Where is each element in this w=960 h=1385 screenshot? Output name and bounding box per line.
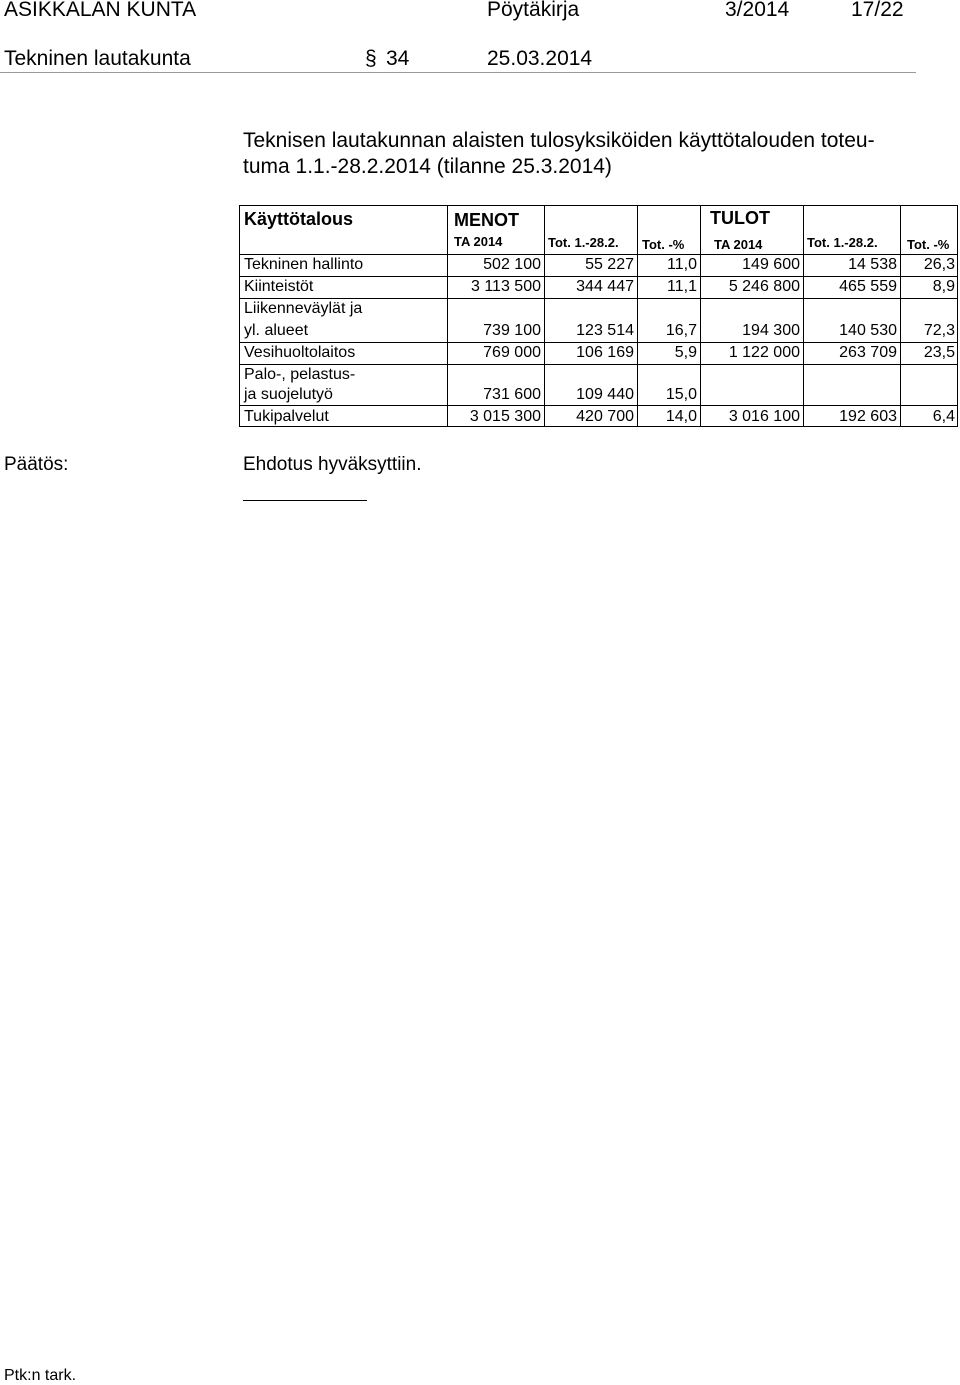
table-cell: 769 000 <box>483 344 541 361</box>
table-cell: 465 559 <box>839 278 897 295</box>
row-label: Liikenneväylät ja <box>244 300 363 317</box>
table-cell: 5,9 <box>674 344 697 361</box>
table-cell: 16,7 <box>665 322 697 339</box>
grid-line <box>240 276 957 277</box>
table-cell: 109 440 <box>576 386 634 403</box>
title-line-1: Teknisen lautakunnan alaisten tulosyksiköiden käyttötalouden toteu- <box>243 129 875 152</box>
row-label: Kiinteistöt <box>244 278 314 295</box>
table-cell: 14,0 <box>665 408 697 425</box>
table-corner-label: Käyttötalous <box>244 209 354 229</box>
table-cell: 344 447 <box>576 278 634 295</box>
table-cell: 263 709 <box>839 344 897 361</box>
table-cell: 3 016 100 <box>728 408 800 425</box>
column-header: Tot. 1.-28.2. <box>548 235 619 250</box>
meeting-date: 25.03.2014 <box>487 47 593 70</box>
row-label: ja suojelutyö <box>244 386 333 403</box>
column-header: TA 2014 <box>714 237 763 252</box>
table-cell: 3 015 300 <box>469 408 541 425</box>
row-label: Tukipalvelut <box>244 408 329 425</box>
column-header: Tot. 1.-28.2. <box>807 235 878 250</box>
table-cell: 192 603 <box>839 408 897 425</box>
grid-line <box>240 254 957 255</box>
table-cell: 1 122 000 <box>728 344 800 361</box>
table-cell: 739 100 <box>483 322 541 339</box>
column-header: Tot. -% <box>642 237 685 252</box>
decision-text: Ehdotus hyväksyttiin. <box>243 454 422 475</box>
table-cell: 5 246 800 <box>728 278 800 295</box>
section-symbol: § <box>365 47 377 70</box>
table-cell: 420 700 <box>576 408 634 425</box>
revenues-group-header: TULOT <box>710 208 770 228</box>
table-cell: 123 514 <box>576 322 634 339</box>
row-label: Palo-, pelastus- <box>244 366 356 383</box>
header-divider <box>0 72 916 73</box>
organization-name: ASIKKALAN KUNTA <box>4 0 197 21</box>
table-cell: 194 300 <box>742 322 800 339</box>
row-label: Tekninen hallinto <box>244 256 364 273</box>
column-header: Tot. -% <box>907 237 950 252</box>
table-cell: 11,1 <box>667 278 697 295</box>
table-cell: 14 538 <box>848 256 897 273</box>
document-type: Pöytäkirja <box>487 0 580 21</box>
table-cell: 149 600 <box>742 256 800 273</box>
title-line-2: tuma 1.1.-28.2.2014 (tilanne 25.3.2014) <box>243 155 612 178</box>
grid-line <box>803 206 804 426</box>
expenses-group-header: MENOT <box>454 210 519 230</box>
grid-line <box>637 206 638 426</box>
grid-line <box>447 206 448 426</box>
table-cell: 55 227 <box>585 256 634 273</box>
row-label: yl. alueet <box>244 322 309 339</box>
table-cell: 106 169 <box>576 344 634 361</box>
grid-line <box>700 206 701 426</box>
table-cell: 23,5 <box>923 344 955 361</box>
grid-line <box>900 206 901 426</box>
row-label: Vesihuoltolaitos <box>244 344 356 361</box>
table-cell: 3 113 500 <box>471 278 541 295</box>
grid-line <box>544 206 545 426</box>
grid-line <box>240 364 957 365</box>
grid-line <box>240 405 957 406</box>
table-cell: 502 100 <box>483 256 541 273</box>
grid-line <box>240 342 957 343</box>
table-cell: 26,3 <box>923 256 955 273</box>
table-cell: 731 600 <box>483 386 541 403</box>
committee-name: Tekninen lautakunta <box>4 47 191 70</box>
table-cell: 72,3 <box>923 322 955 339</box>
signature-line <box>243 500 367 501</box>
grid-line <box>240 298 957 299</box>
table-cell: 6,4 <box>932 408 955 425</box>
decision-label: Päätös: <box>4 454 69 475</box>
page-number: 17/22 <box>851 0 904 21</box>
table-cell: 11,0 <box>667 256 697 273</box>
document-title <box>243 128 875 180</box>
section-number: 34 <box>386 47 410 70</box>
table-cell: 15,0 <box>665 386 697 403</box>
issue-number: 3/2014 <box>725 0 790 21</box>
minutes-checker-note: Ptk:n tark. <box>4 1367 77 1384</box>
table-cell: 140 530 <box>839 322 897 339</box>
column-header: TA 2014 <box>454 234 503 249</box>
table-cell: 8,9 <box>932 278 955 295</box>
budget-table <box>239 205 958 427</box>
